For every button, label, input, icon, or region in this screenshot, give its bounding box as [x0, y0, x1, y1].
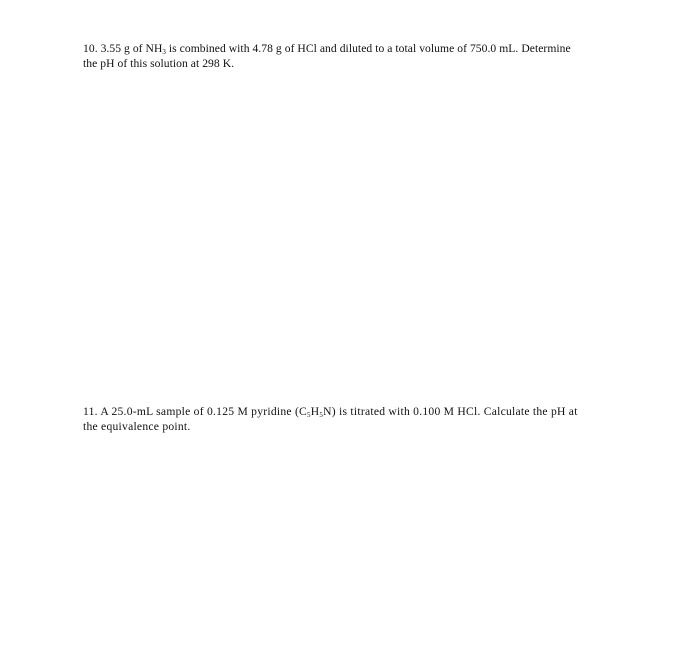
question-11-line-2: the equivalence point.: [83, 420, 191, 433]
carbon-subscript: 5: [307, 411, 311, 419]
question-11-text-b: N) is titrated with 0.100 M HCl. Calculate the pH at: [323, 405, 578, 418]
question-10-line-2: the pH of this solution at 298 K.: [83, 57, 235, 70]
nh3-subscript: 3: [162, 48, 166, 56]
question-10-line-1: [83, 41, 643, 56]
hydrogen-subscript: 5: [319, 411, 324, 419]
question-11-text-a: 11. A 25.0-mL sample of 0.125 M pyridine (C: [83, 405, 308, 418]
question-10: [83, 41, 643, 71]
question-11-text-h: H: [310, 405, 320, 418]
question-10-text-a: 10. 3.55 g of NH: [83, 42, 163, 55]
question-11-line-1: [83, 404, 643, 419]
question-11: [83, 404, 643, 434]
question-10-text-b: is combined with 4.78 g of HCl and diluted to a total volume of 750.0 mL. Determine: [165, 42, 571, 55]
